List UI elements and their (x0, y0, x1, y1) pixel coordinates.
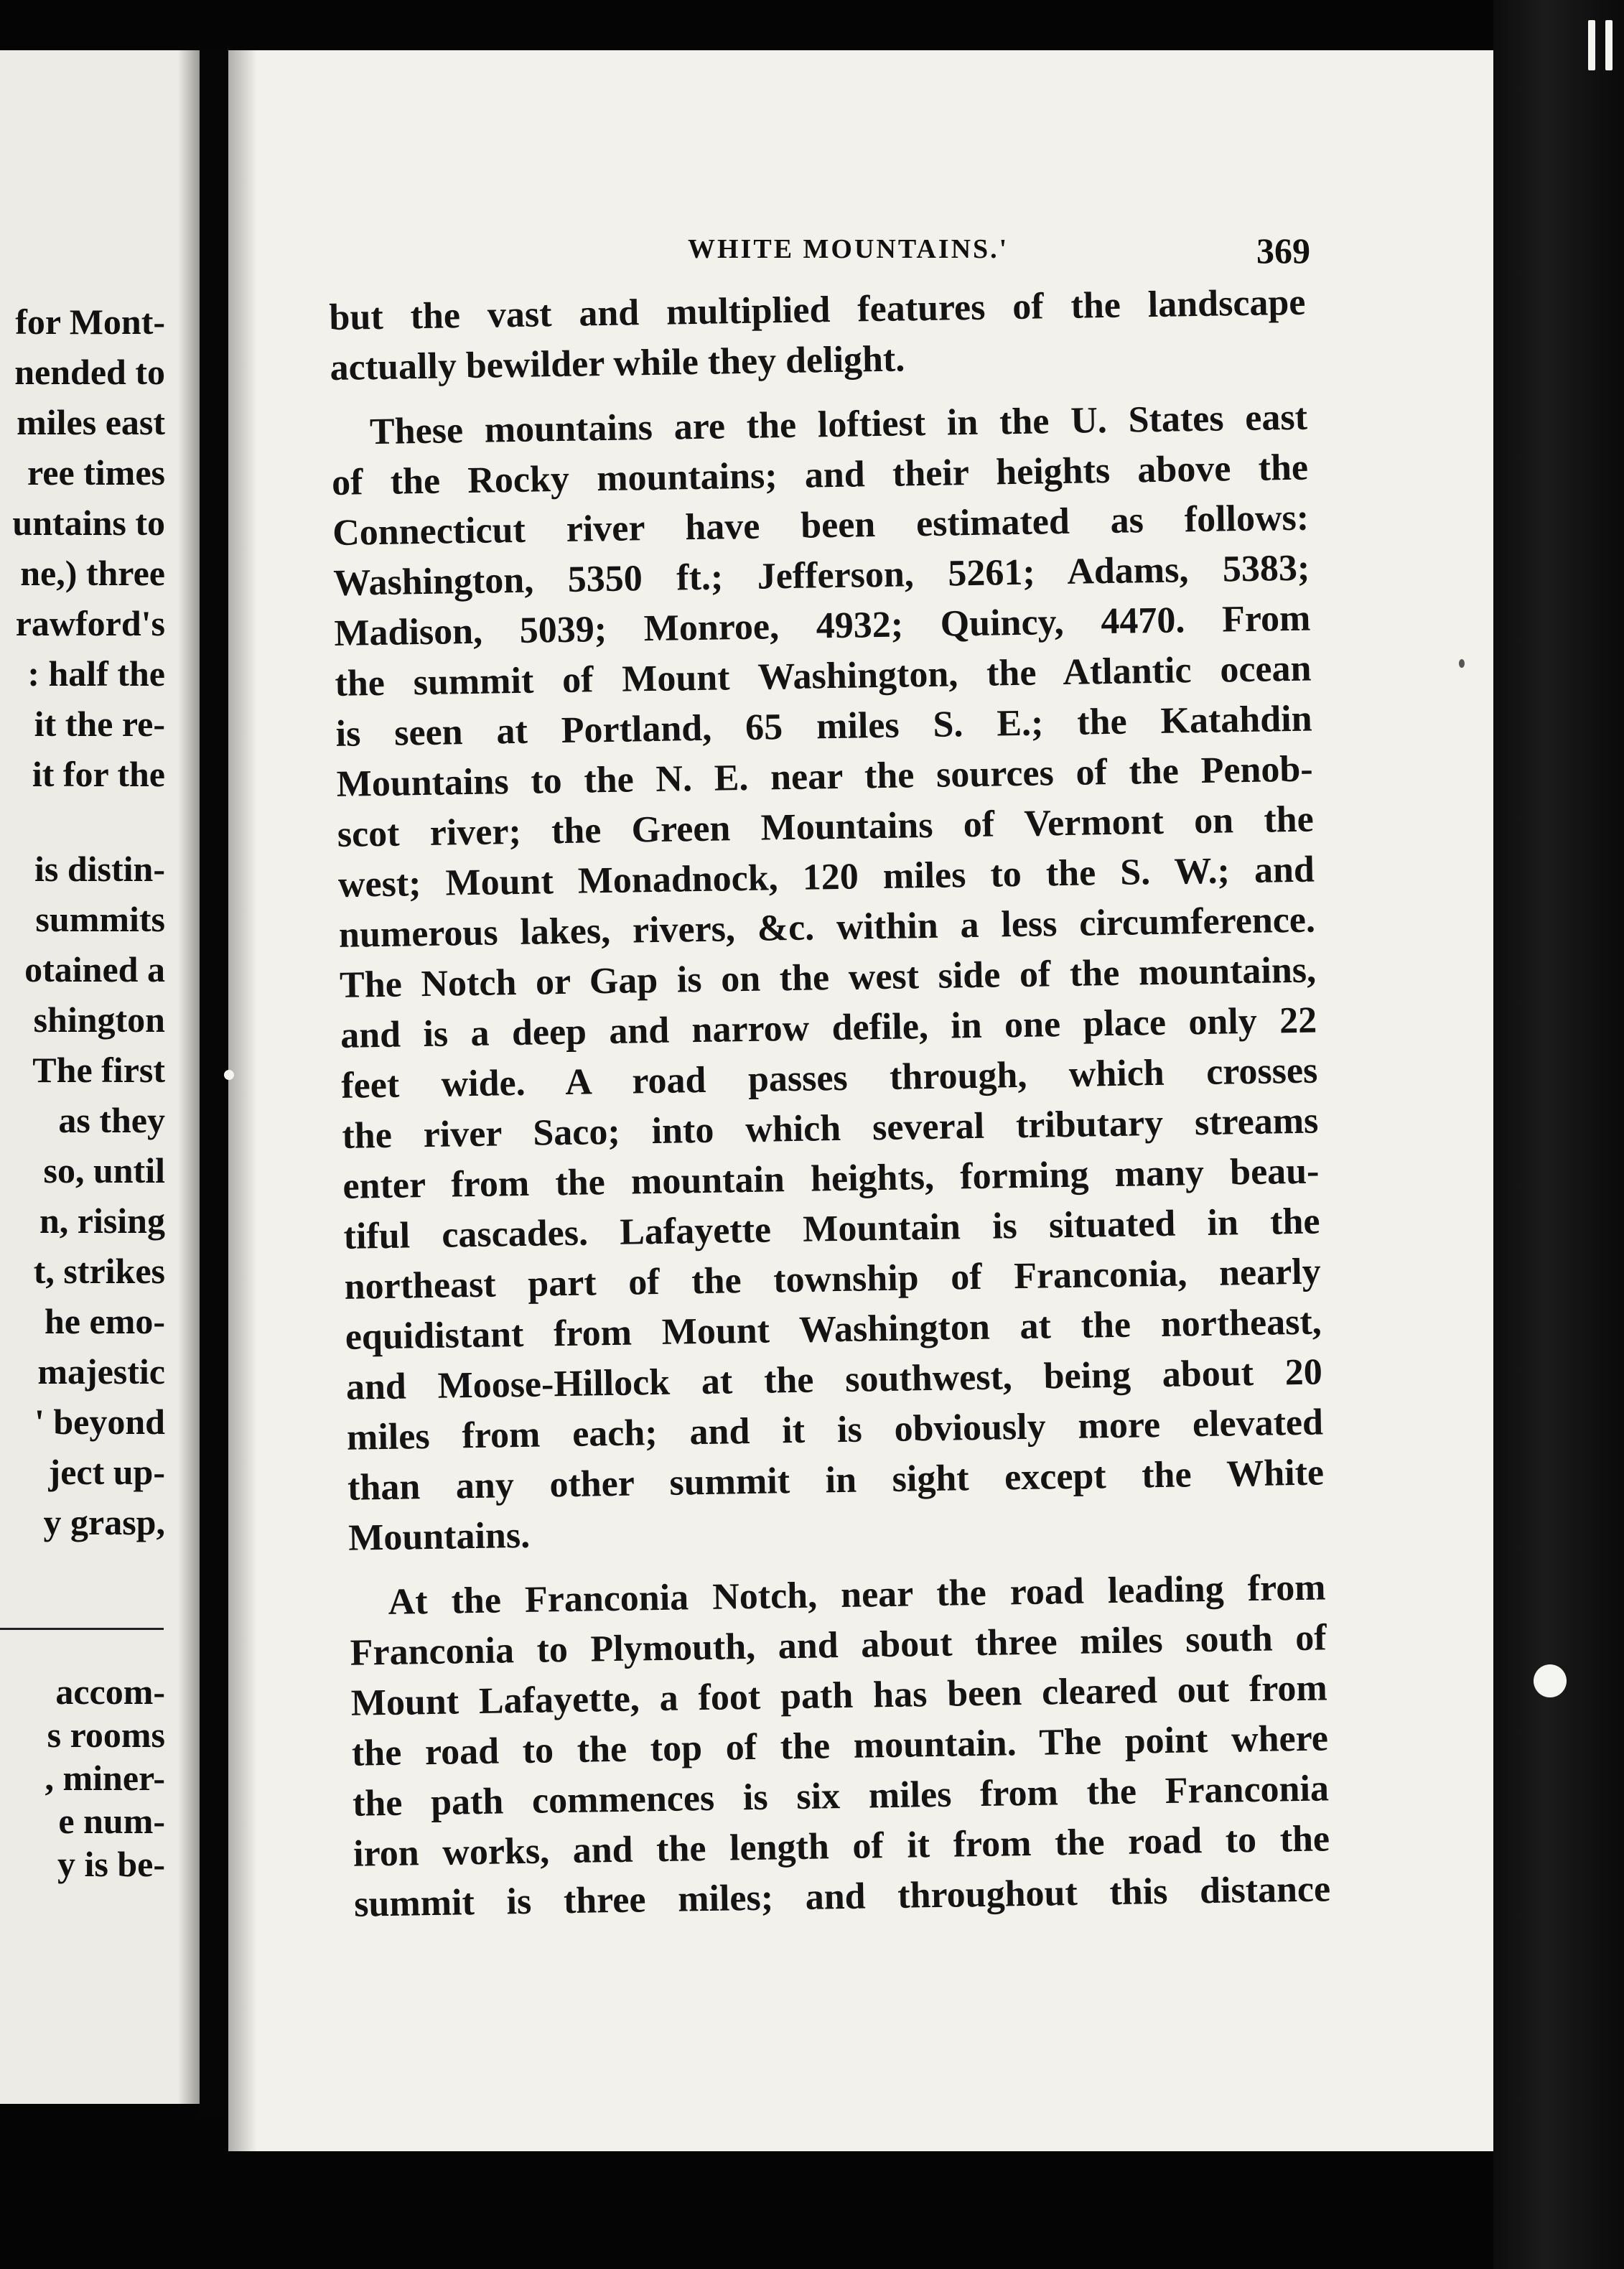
gutter-shadow (178, 50, 200, 2104)
section-divider-rule (0, 1628, 164, 1630)
text-line: it for the (32, 754, 165, 794)
text-line: enter from the mountain heights, forming many beau- (342, 1150, 1320, 1207)
text-line: numerous lakes, rivers, &c. within a less circumference. (338, 899, 1316, 956)
text-line: Mountains to the N. E. near the sources of the Penob- (336, 748, 1314, 805)
text-line: than any other summit in sight except the White (347, 1452, 1325, 1509)
text-line: ' beyond (34, 1402, 165, 1442)
text-line: iron works, and the length of it from the road to the (353, 1818, 1330, 1875)
book-binding-gutter (200, 50, 228, 2118)
text-line: nended to (14, 352, 165, 392)
page-number: 369 (1256, 230, 1310, 271)
text-line: he emo- (45, 1301, 165, 1341)
text-line: the summit of Mount Washington, the Atlantic ocean (335, 648, 1312, 704)
text-line: These mountains are the loftiest in the U. States east (369, 396, 1308, 453)
text-line: miles from each; and it is obviously more elevated (346, 1402, 1324, 1458)
text-line: but the vast and multiplied features of the landscape (329, 281, 1306, 338)
scan-speck (1605, 20, 1613, 70)
text-line: e num- (58, 1801, 165, 1841)
text-line: The first (32, 1050, 165, 1090)
text-line: : half the (27, 653, 165, 694)
scanner-background-edge (1493, 0, 1624, 2269)
text-line: ree times (27, 452, 165, 493)
text-line: y grasp, (43, 1502, 165, 1542)
text-line: s rooms (47, 1715, 165, 1755)
text-line: Mountains. (347, 1514, 531, 1559)
text-line: and is a deep and narrow defile, in one place only 22 (340, 1000, 1317, 1056)
text-line: summit is three miles; and throughout this distance (353, 1868, 1331, 1925)
text-line: of the Rocky mountains; and their heights above the (331, 447, 1309, 503)
text-line: feet wide. A road passes through, which crosses (340, 1050, 1318, 1106)
text-line: shington (33, 1000, 165, 1040)
text-line: west; Mount Monadnock, 120 miles to the S. W.; and (337, 849, 1315, 905)
paragraph-gap (0, 799, 165, 844)
scan-speck (1534, 1664, 1567, 1697)
text-line: otained a (24, 949, 165, 989)
text-line: ne,) three (20, 553, 165, 593)
text-line: as they (58, 1100, 165, 1140)
previous-page-text-block-2 (0, 1670, 165, 1886)
page-curve-shadow (228, 50, 257, 2151)
text-line: , miner- (45, 1758, 165, 1798)
text-line: Washington, 5350 ft.; Jefferson, 5261; Adams, 5383; (332, 547, 1310, 604)
text-line: Franconia to Plymouth, and about three miles south of (350, 1617, 1327, 1674)
previous-page (0, 50, 200, 2104)
text-line: and Moose-Hillock at the southwest, being about 20 (345, 1351, 1323, 1408)
text-line: miles east (17, 402, 165, 442)
text-line: equidistant from Mount Washington at the northeast, (345, 1301, 1322, 1358)
text-line: rawford's (15, 603, 165, 643)
text-line: At the Franconia Notch, near the road leading from (388, 1567, 1326, 1623)
scan-speck (1588, 20, 1595, 70)
text-line: so, until (43, 1150, 165, 1191)
scan-speck (224, 1070, 234, 1080)
text-line: accom- (55, 1672, 165, 1712)
text-line: northeast part of the township of Franconia, nearly (344, 1251, 1322, 1308)
text-line: majestic (37, 1351, 165, 1392)
text-line: tiful cascades. Lafayette Mountain is situated in the (343, 1201, 1320, 1257)
text-span: The Notch or Gap is on the west side of the mountains, (339, 949, 1317, 1006)
previous-page-text-block-1 (0, 297, 165, 1547)
current-page (228, 50, 1493, 2151)
text-line: actually bewilder while they delight. (330, 338, 905, 388)
text-line: it the re- (34, 704, 165, 744)
text-line: is seen at Portland, 65 miles S. E.; the Katahdin (335, 698, 1312, 755)
text-line: n, rising (39, 1201, 165, 1241)
text-line: summits (35, 899, 165, 939)
text-line: ject up- (48, 1452, 165, 1492)
text-line: the river Saco; into which several tributary streams (342, 1100, 1319, 1157)
text-line: Connecticut river have been estimated as follows: (332, 497, 1310, 554)
text-line: the path commences is six miles from the Franconia (352, 1768, 1330, 1825)
text-line: Madison, 5039; Monroe, 4932; Quincy, 4470. From (334, 597, 1311, 654)
text-line: untains to (12, 503, 165, 543)
text-line: y is be- (57, 1844, 165, 1884)
text-line: t, strikes (33, 1251, 165, 1291)
text-line: for Mont- (15, 302, 165, 342)
text-line: Mount Lafayette, a foot path has been cleared out from (350, 1667, 1328, 1724)
running-head: WHITE MOUNTAINS.' (688, 234, 1009, 264)
scan-speck (1459, 659, 1465, 668)
page-body-text (329, 278, 1331, 1930)
text-line: the road to the top of the mountain. The point where (351, 1718, 1329, 1774)
text-line: scot river; the Green Mountains of Vermont on the (337, 798, 1315, 855)
text-line: is distin- (34, 849, 165, 889)
